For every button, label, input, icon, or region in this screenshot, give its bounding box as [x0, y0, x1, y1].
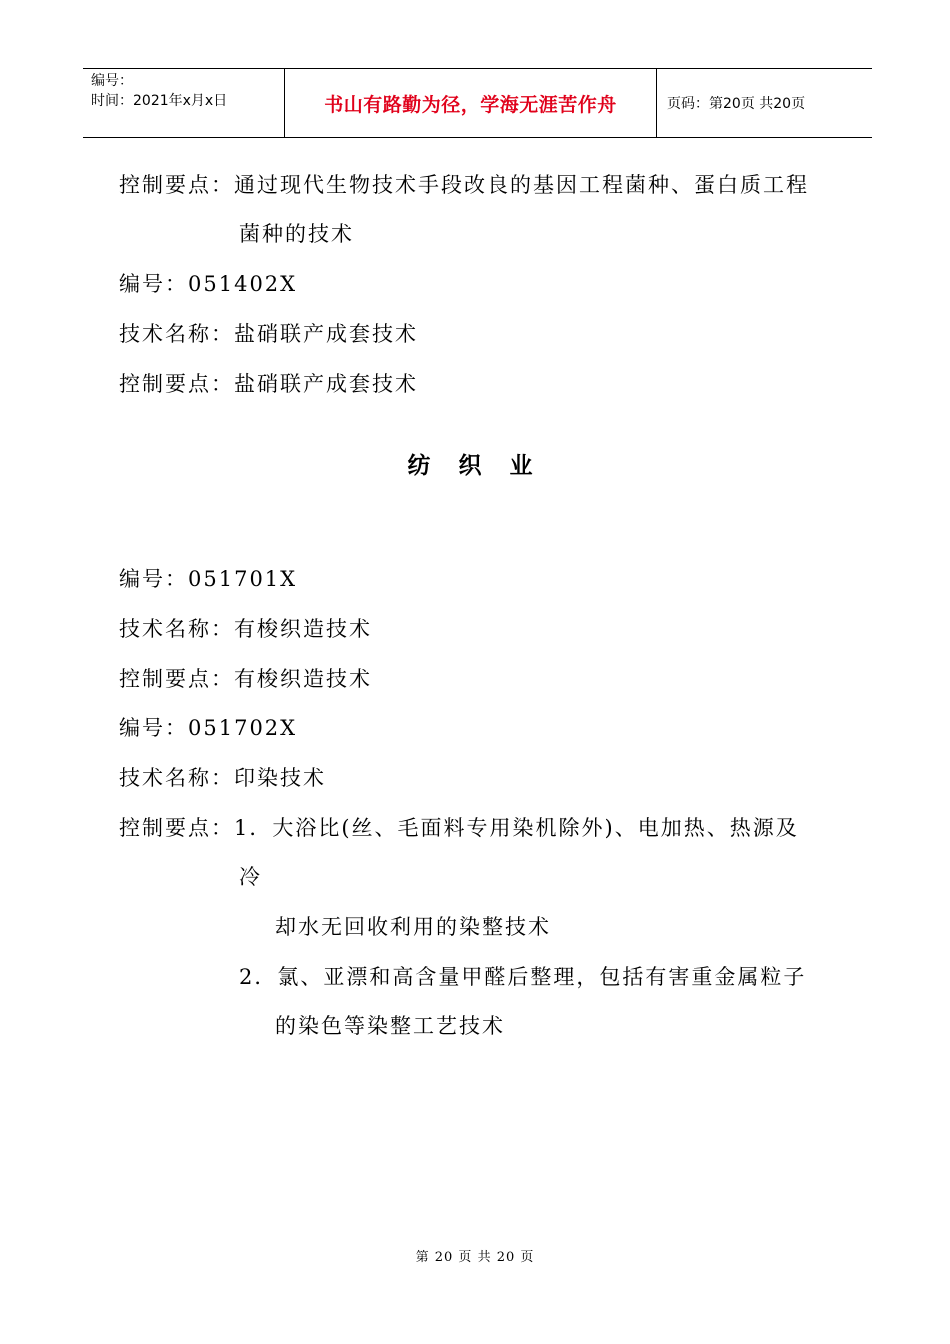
header-number-label: 编号：: [91, 73, 133, 89]
page-header: [83, 68, 872, 138]
text-line: 2．氯、亚漂和高含量甲醛后整理，包括有害重金属粒子: [239, 965, 807, 989]
text-line: 技术名称：印染技术: [119, 766, 326, 790]
text-line: 技术名称：盐硝联产成套技术: [119, 322, 418, 346]
header-page-info: 页码：第20页 共20页: [667, 96, 806, 112]
text-line: 菌种的技术: [239, 222, 354, 246]
text-line: 技术名称：有梭织造技术: [119, 617, 372, 641]
text-line: 冷: [239, 865, 262, 889]
text-line: 编号：051702X: [119, 716, 298, 740]
text-line: 的染色等染整工艺技术: [275, 1014, 505, 1038]
header-time-label: 时间：2021年x月x日: [91, 93, 228, 109]
text-line: 控制要点：盐硝联产成套技术: [119, 372, 418, 396]
text-line: 编号：051701X: [119, 567, 298, 591]
text-line: 却水无回收利用的染整技术: [275, 915, 551, 939]
header-motto: 书山有路勤为径，学海无涯苦作舟: [284, 69, 657, 137]
text-line: 控制要点：通过现代生物技术手段改良的基因工程菌种、蛋白质工程: [119, 173, 809, 197]
header-meta: [83, 69, 284, 137]
text-line: 编号：051402X: [119, 272, 298, 296]
text-line: 控制要点：有梭织造技术: [119, 667, 372, 691]
text-line: 控制要点：1．大浴比(丝、毛面料专用染机除外)、电加热、热源及: [119, 816, 799, 840]
page-footer: 第 20 页 共 20 页: [415, 1250, 535, 1265]
section-title: 纺 织 业: [407, 453, 543, 479]
